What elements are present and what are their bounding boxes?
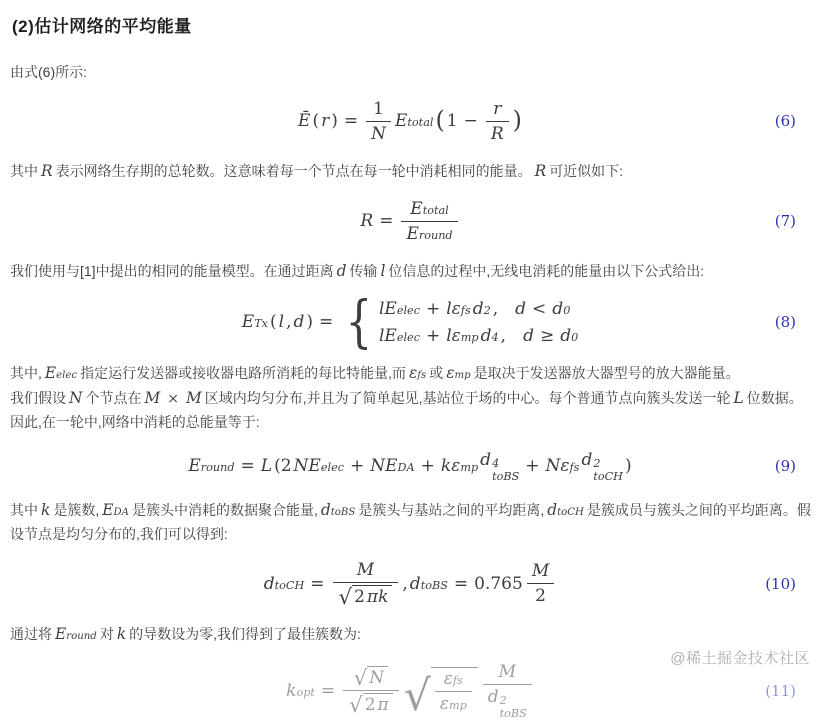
math-var xyxy=(446,361,470,386)
text-run: 是簇成员与簇头之间的平均距离。假设节点是均匀分布的,我们可以得到: xyxy=(10,501,811,542)
fraction-denominator xyxy=(527,584,554,606)
math-operator: < xyxy=(532,298,547,319)
math-sup: 2 xyxy=(483,303,491,317)
math-var xyxy=(410,574,448,594)
text-run: 表示网络生存期的总轮数。这意味着每一个节点在每一轮中消耗相同的能量。 xyxy=(55,162,532,179)
fraction-denominator xyxy=(483,685,532,719)
math-var-base: E xyxy=(44,364,57,383)
math-var-base: lε xyxy=(446,298,461,319)
math-var xyxy=(446,299,470,319)
equation-number: (11) xyxy=(765,681,796,700)
math-var xyxy=(379,326,420,346)
fraction-denominator xyxy=(343,691,399,719)
text-run: 位信息的过程中,无线电消耗的能量由以下公式给出: xyxy=(388,262,705,279)
sqrt xyxy=(353,666,388,692)
text-run: 是簇头中消耗的数据聚合能量, xyxy=(131,501,318,518)
paragraph xyxy=(10,159,812,184)
math-var xyxy=(532,561,549,581)
math-sub: 0 xyxy=(563,303,571,317)
math-var xyxy=(286,681,315,701)
math-var xyxy=(480,450,519,482)
math-var xyxy=(560,326,578,346)
math-sub: fs xyxy=(460,303,471,317)
equation xyxy=(241,289,579,355)
math-text: , xyxy=(492,298,499,319)
math-supsub xyxy=(593,458,623,484)
math-sub: DA xyxy=(397,460,415,474)
fraction-denominator xyxy=(486,122,509,144)
radical-icon: √ xyxy=(403,672,431,721)
equation-block xyxy=(8,289,812,355)
math-sub: opt xyxy=(296,685,315,699)
equation-number: (6) xyxy=(774,112,796,131)
math-operator: = xyxy=(310,573,325,594)
equation-block xyxy=(8,199,812,244)
math-var-base: L xyxy=(733,389,744,408)
math-var-base: π xyxy=(377,695,389,716)
math-operator: + xyxy=(420,455,435,476)
math-var-base: NE xyxy=(370,455,398,476)
cases-row xyxy=(378,299,579,319)
paragraph xyxy=(10,498,812,546)
math-sub: mp xyxy=(460,460,479,474)
math-var xyxy=(298,111,310,131)
math-var-base: lε xyxy=(446,325,461,346)
math-var xyxy=(279,312,284,332)
math-var xyxy=(41,159,53,184)
fraction-numerator xyxy=(486,99,509,122)
math-sub: elec xyxy=(396,303,420,317)
equation-number: (9) xyxy=(774,456,796,475)
equation-number: (8) xyxy=(774,313,796,332)
math-number: 2 xyxy=(354,587,365,608)
text-run: 其中 xyxy=(10,162,38,179)
math-var-base: l xyxy=(278,312,285,333)
paragraph xyxy=(10,61,812,84)
text-run: 我们使用与[1]中提出的相同的能量模型。在通过距离 xyxy=(10,262,334,279)
fraction xyxy=(486,99,509,144)
math-var-base: d xyxy=(472,298,484,319)
math-var xyxy=(493,99,501,119)
math-sub: fs xyxy=(569,460,580,474)
math-var-base: k xyxy=(116,625,127,644)
fraction-numerator xyxy=(435,669,472,692)
math-number: 1 xyxy=(446,111,458,132)
math-var xyxy=(337,259,347,284)
math-operator: × xyxy=(167,391,179,408)
equation-block xyxy=(8,560,812,611)
math-sub: elec xyxy=(320,460,344,474)
text-run: 是簇数, xyxy=(53,501,100,518)
fraction xyxy=(401,199,457,244)
math-var-base: lE xyxy=(378,298,397,319)
math-var-base: E xyxy=(102,500,114,519)
math-sub: DA xyxy=(113,506,129,518)
math-sub: toBS xyxy=(492,469,520,483)
math-var-base: k xyxy=(41,500,51,519)
math-var xyxy=(264,574,305,594)
equation-number: (7) xyxy=(774,212,796,231)
math-var xyxy=(410,199,448,219)
equation-block xyxy=(8,449,812,483)
math-operator: = xyxy=(379,211,394,232)
section-heading: (2)估计网络的平均能量 xyxy=(12,17,192,36)
math-number: 2 xyxy=(364,695,376,716)
math-var-base: E xyxy=(395,111,408,132)
fraction-denominator xyxy=(333,583,399,611)
equation-block xyxy=(8,99,812,144)
math-var xyxy=(102,498,129,523)
math-var xyxy=(370,456,414,476)
radical-icon: √ xyxy=(338,585,353,611)
math-operator: = xyxy=(240,455,255,476)
math-sup: 4 xyxy=(492,456,500,470)
math-var xyxy=(55,622,97,647)
math-var-base: M xyxy=(531,561,550,582)
math-var xyxy=(45,361,77,386)
math-sub: elec xyxy=(56,370,78,382)
fraction-denominator xyxy=(366,122,391,144)
math-text: ) xyxy=(331,111,338,132)
math-number: 1 xyxy=(373,98,384,119)
math-var-base: M xyxy=(498,662,517,683)
math-var xyxy=(369,668,384,688)
math-text: (2 xyxy=(274,455,292,476)
fraction-numerator xyxy=(483,662,532,685)
math-var xyxy=(261,456,272,476)
text-run: 其中, xyxy=(10,365,42,382)
text-run: 个节点在 xyxy=(85,390,142,407)
math-sub: total xyxy=(422,203,449,217)
math-sub: toBS xyxy=(420,578,448,592)
math-var xyxy=(321,111,329,131)
math-var-base: R xyxy=(41,161,53,180)
math-operator: + xyxy=(425,298,441,319)
fraction-numerator xyxy=(333,560,399,583)
math-supsub xyxy=(500,695,527,721)
math-sub: elec xyxy=(396,330,420,344)
equation xyxy=(285,662,535,719)
math-operator: + xyxy=(525,455,540,476)
paragraph xyxy=(10,259,812,284)
math-var-base: d xyxy=(547,500,558,519)
math-var xyxy=(371,124,386,144)
math-text: ) xyxy=(624,455,632,476)
math-sub: total xyxy=(407,116,434,130)
math-var-base: k xyxy=(286,680,297,701)
math-paren: ( xyxy=(435,106,445,135)
equation-block xyxy=(8,662,812,719)
math-number: 2 xyxy=(535,586,546,607)
math-sup: 4 xyxy=(491,330,499,344)
math-sub: toCH xyxy=(593,469,623,483)
math-var-base: E xyxy=(55,625,67,644)
math-operator: = xyxy=(319,312,334,333)
text-run: 我们假设 xyxy=(10,390,66,407)
math-var-base: R xyxy=(534,161,547,180)
math-var-base: E xyxy=(406,223,419,244)
fraction xyxy=(435,669,472,714)
equation-number: (10) xyxy=(765,574,796,593)
equation xyxy=(359,199,460,244)
math-var-base: M xyxy=(185,389,202,408)
math-var-base: d xyxy=(480,325,492,346)
fraction xyxy=(483,662,532,719)
math-var-base: r xyxy=(493,98,502,119)
math-var-base: ε xyxy=(446,364,455,383)
sqrt xyxy=(338,585,393,611)
math-var xyxy=(441,456,478,476)
math-var xyxy=(379,299,420,319)
math-var xyxy=(488,687,527,719)
math-var xyxy=(294,456,344,476)
math-text: , xyxy=(286,312,292,333)
math-var-base: R xyxy=(490,123,504,144)
brace-icon: { xyxy=(345,289,373,355)
math-var xyxy=(188,456,234,476)
fraction xyxy=(527,561,554,606)
text-run: 位数据。因此,在一轮中,网络中消耗的总能量等于: xyxy=(10,390,803,431)
math-sup: 2 xyxy=(499,694,507,708)
math-var xyxy=(144,386,160,411)
sqrt-arg xyxy=(367,666,388,688)
math-var-base: E xyxy=(188,455,201,476)
math-sub: fs xyxy=(417,370,427,382)
math-var xyxy=(546,456,580,476)
sqrt-arg xyxy=(363,693,393,715)
paragraph xyxy=(10,622,812,647)
math-var-base: Nε xyxy=(545,455,570,476)
math-var xyxy=(499,662,516,682)
math-var xyxy=(515,299,526,319)
math-var-base: d xyxy=(409,573,421,594)
math-var xyxy=(367,587,388,607)
math-var-base: d xyxy=(581,449,593,470)
math-var xyxy=(117,622,126,647)
math-var-base: d xyxy=(552,298,564,319)
math-var-base: r xyxy=(321,111,330,132)
cases xyxy=(341,289,579,355)
text-run: 传输 xyxy=(349,262,378,279)
math-sub: Tx xyxy=(254,317,268,331)
math-sub: round xyxy=(200,460,235,474)
equation xyxy=(297,99,523,144)
math-var xyxy=(186,386,202,411)
math-var-base: L xyxy=(260,455,273,476)
math-var-base: d xyxy=(293,312,305,333)
math-supsub xyxy=(492,458,519,484)
cases-row xyxy=(378,326,579,346)
math-var xyxy=(523,326,534,346)
math-operator: = xyxy=(453,573,469,594)
math-var xyxy=(473,299,491,319)
math-var-base: M xyxy=(144,389,161,408)
math-var-base: d xyxy=(480,449,492,470)
fraction xyxy=(343,666,399,719)
sqrt xyxy=(349,693,393,719)
math-var-base: d xyxy=(336,261,347,280)
math-var xyxy=(552,299,570,319)
math-var-base: Ē xyxy=(298,111,311,132)
text-run: 或 xyxy=(429,365,444,382)
math-sub: mp xyxy=(454,370,471,382)
math-var xyxy=(734,386,744,411)
math-var-base: N xyxy=(369,668,385,689)
math-text: ) xyxy=(306,312,314,333)
math-operator: ≥ xyxy=(539,325,555,346)
math-sub: fs xyxy=(452,674,463,688)
math-var-base: ε xyxy=(409,364,418,383)
math-var xyxy=(360,211,373,231)
math-sub: toCH xyxy=(557,506,584,518)
fraction-numerator xyxy=(527,561,554,584)
text-run: 其中 xyxy=(10,501,38,518)
radical-icon: √ xyxy=(353,666,368,692)
math-sup: 2 xyxy=(593,456,601,470)
math-var-base: ε xyxy=(443,669,453,690)
math-var-base: N xyxy=(69,389,83,408)
sqrt-arg xyxy=(352,585,392,607)
fraction xyxy=(366,99,391,144)
math-text: ( xyxy=(312,111,320,132)
text-run: 的导数设为零,我们得到了最佳簇数为: xyxy=(129,626,361,643)
math-sub: toCH xyxy=(274,578,305,592)
paragraph xyxy=(10,361,812,434)
math-var-base: lE xyxy=(378,325,397,346)
math-var-base: d xyxy=(320,500,331,519)
math-var-base: N xyxy=(371,123,386,144)
math-var-base: E xyxy=(241,312,255,333)
math-number: 0.765 xyxy=(474,573,523,594)
radical-icon: √ xyxy=(349,693,363,719)
text-run: 可近似如下: xyxy=(549,162,624,179)
math-var xyxy=(242,312,268,332)
fraction-denominator xyxy=(401,222,457,244)
math-var-base: kε xyxy=(440,455,461,476)
math-sub: mp xyxy=(460,330,479,344)
math-var-base: d xyxy=(523,325,534,346)
math-paren: ) xyxy=(512,106,522,135)
fraction-numerator xyxy=(366,99,391,122)
math-var xyxy=(357,560,374,580)
math-var xyxy=(69,386,82,411)
math-sub: round xyxy=(418,228,453,242)
math-operator: = xyxy=(320,680,336,701)
cases-rows xyxy=(378,299,579,346)
fraction-numerator xyxy=(343,666,399,691)
text-run: 对 xyxy=(99,626,114,643)
math-var xyxy=(409,361,426,386)
math-var xyxy=(395,111,433,131)
math-var xyxy=(440,694,467,714)
math-sub: round xyxy=(66,631,97,643)
fraction-numerator xyxy=(401,199,457,222)
math-var-base: ε xyxy=(439,694,449,715)
math-var xyxy=(293,312,304,332)
math-text: ( xyxy=(270,312,277,333)
math-var xyxy=(378,695,389,715)
math-sub: toBS xyxy=(330,506,356,518)
text-run: 由式(6)所示: xyxy=(10,64,87,80)
math-var-base: d xyxy=(263,573,275,594)
math-var-base: NE xyxy=(293,455,321,476)
math-var-base: πk xyxy=(366,587,389,608)
text-run: 指定运行发送器或接收器电路所消耗的每比特能量,而 xyxy=(80,365,406,382)
math-operator: − xyxy=(463,111,478,132)
sqrt-arg xyxy=(431,667,478,714)
math-sub: toBS xyxy=(499,707,527,721)
math-var-base: M xyxy=(356,560,375,581)
math-var xyxy=(446,326,478,346)
math-operator: + xyxy=(425,325,441,346)
math-var xyxy=(535,159,547,184)
math-var-base: d xyxy=(560,325,572,346)
math-var-base: E xyxy=(410,198,423,219)
math-var xyxy=(444,669,463,689)
math-var xyxy=(41,498,50,523)
math-var xyxy=(491,124,504,144)
math-sub: 0 xyxy=(571,330,579,344)
text-run: 是簇头与基站之间的平均距离, xyxy=(358,501,545,518)
math-sub: mp xyxy=(448,699,467,713)
math-var xyxy=(406,224,452,244)
math-text: , xyxy=(500,325,507,346)
watermark: @稀土掘金技术社区 xyxy=(670,650,810,667)
math-text: , xyxy=(402,573,408,594)
fraction xyxy=(333,560,399,611)
text-run: 区域内均匀分布,并且为了简单起见,基站位于场的中心。每个普通节点向簇头发送一轮 xyxy=(204,390,731,407)
sqrt xyxy=(403,667,478,721)
equation xyxy=(263,560,557,611)
math-var-base: R xyxy=(360,211,374,232)
math-var-base: d xyxy=(487,687,499,708)
text-run: 通过将 xyxy=(10,626,52,643)
math-var-base: l xyxy=(380,261,386,280)
math-var-base: d xyxy=(515,298,527,319)
math-var xyxy=(321,498,355,523)
article-body xyxy=(8,61,812,719)
math-operator: + xyxy=(350,455,365,476)
math-operator: = xyxy=(343,111,359,132)
equation xyxy=(187,450,632,482)
math-var xyxy=(481,326,499,346)
math-var xyxy=(581,450,623,482)
math-var xyxy=(547,498,584,523)
fraction-denominator xyxy=(435,692,472,714)
text-run: 是取决于发送器放大器型号的放大器能量。 xyxy=(473,365,740,382)
math-var xyxy=(380,259,385,284)
